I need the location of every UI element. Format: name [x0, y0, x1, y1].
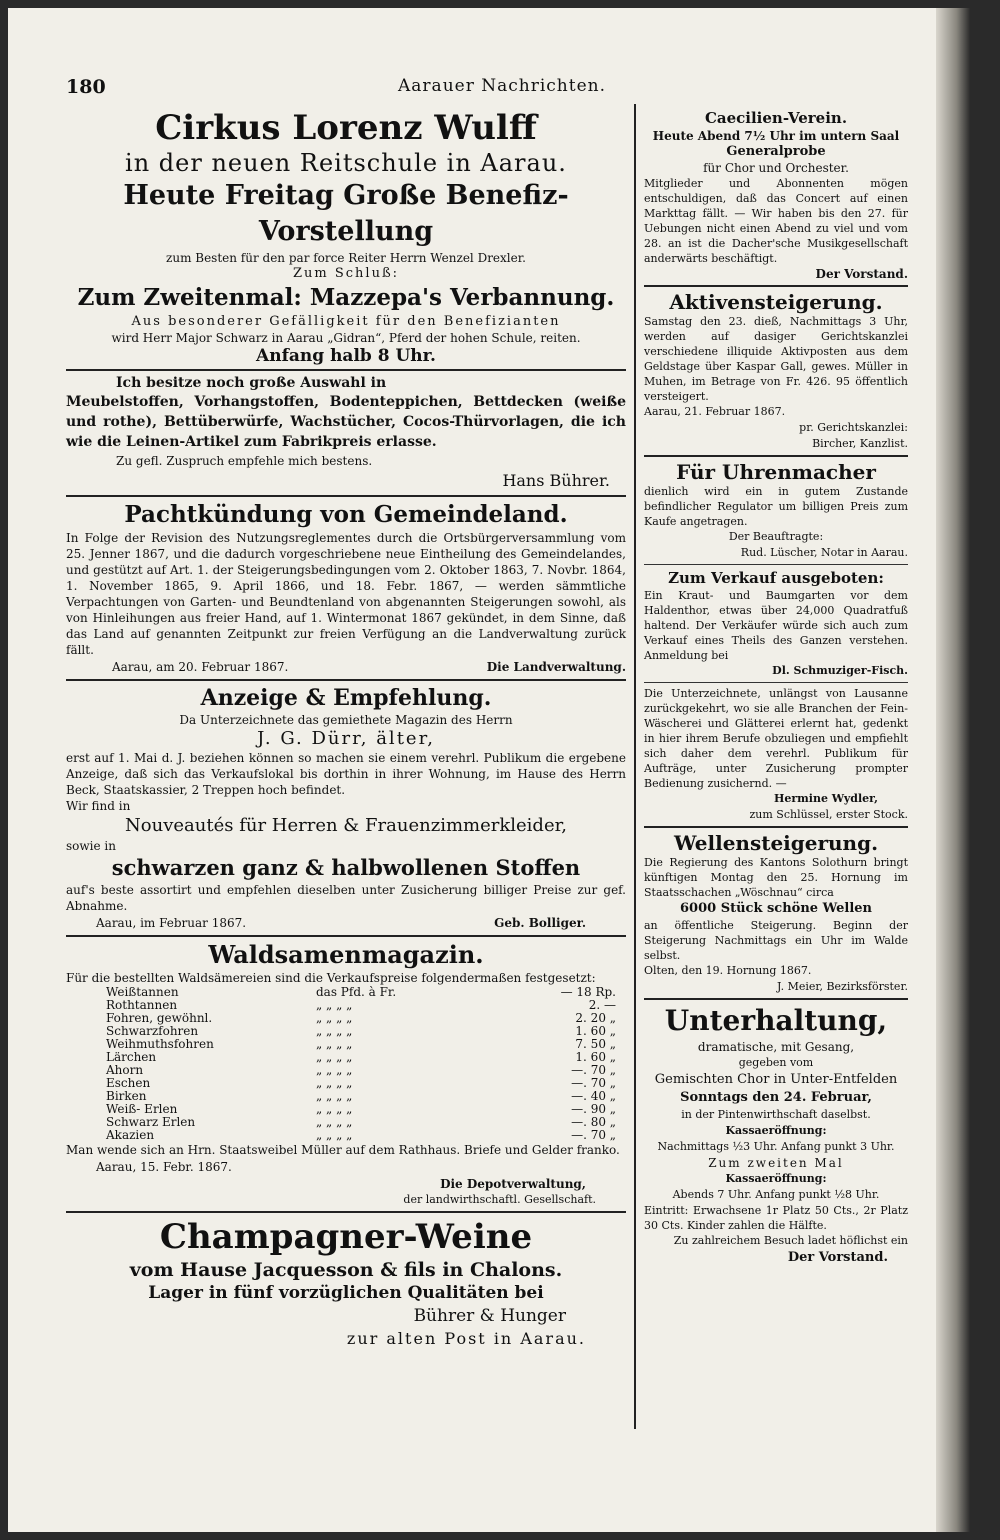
- pacht-body: In Folge der Revision des Nutzungsreglementes durch die Ortsbürgerversammlung vom 25. Jenner 1867, und die dadurch vorgeschriebene neue Eintheilung des Gemeindelandes, und gestützt auf Art. 1. der Steigerungsbedingungen vom 2. Oktober 1863, 7. Novbr. 1864, 1. November 1865, 9. April 1866, und 18. Febr. 1867, — werden sämmtliche Verpachtungen von Garten- und Beundtenland von abgenannten Steigerungen sowohl, als von Hinleihungen aus freier Hand, auf 1. Wintermonat 1867 gekündet, in dem Sinne, daß das Land auf genannten Zeitpunkt zur freien Verfügung an die Landverwaltung zurück fällt.: [66, 531, 626, 657]
- seed-name: Ahorn: [106, 1063, 144, 1077]
- champagne-title: Champagner-Weine: [159, 1217, 533, 1257]
- divider: [644, 998, 908, 1000]
- left-column: [66, 108, 626, 1350]
- seed-price: —. 80 „: [571, 1115, 616, 1129]
- anzeige-name: J. G. Dürr, älter,: [257, 728, 435, 749]
- unterhaltung-l9: Kassaeröffnung:: [725, 1172, 827, 1185]
- unterhaltung-l3: Gemischten Chor in Unter-Entfelden: [654, 1072, 898, 1087]
- seed-name: Weihmuthsfohren: [106, 1037, 214, 1051]
- anzeige-ad: [66, 684, 626, 932]
- caecilien-l2: Generalprobe: [726, 144, 826, 159]
- anzeige-body: erst auf 1. Mai d. J. beziehen können so machen sie einem verehrl. Publikum die ergebene Anzeige, daß sich das Verkaufslokal bis dorthin in ihrer Wohnung, im Hause des Herrn Beck, Staatskassier, 2 Treppen hoch befindet.: [66, 751, 626, 797]
- divider: [66, 935, 626, 937]
- caecilien-body: Mitglieder und Abonnenten mögen entschuldigen, daß das Concert auf einen Markttag fällt. — Wir haben bis den 27. für Uebungen nicht einen Abend zu viel und vom 28. an ist die Dacher'sche Musikgesellschaft anderwärts beschäftigt.: [644, 177, 908, 265]
- unterhaltung-l2: gegeben vom: [738, 1056, 814, 1069]
- aktiven-sig1: pr. Gerichtskanzlei:: [799, 421, 908, 434]
- unit-label: „ „ „ „: [316, 1089, 353, 1103]
- seed-price: — 18 Rp.: [560, 985, 616, 999]
- unterhaltung-title: Unterhaltung,: [664, 1004, 888, 1037]
- unterhaltung-l8: Zum zweiten Mal: [708, 1156, 844, 1170]
- pacht-date: Aarau, am 20. Februar 1867.: [112, 660, 289, 674]
- unterhaltung-l1: dramatische, mit Gesang,: [697, 1040, 855, 1054]
- page-header: [66, 76, 606, 100]
- circus-line4: Aus besonderer Gefälligkeit für den Benefizianten: [131, 314, 561, 329]
- buehrer-signature: Hans Bührer.: [502, 471, 610, 490]
- buehrer-ad: [66, 374, 626, 492]
- wellen-qty: 6000 Stück schöne Wellen: [679, 901, 873, 916]
- wydler-body: Die Unterzeichnete, unlängst von Lausanne zurückgekehrt, wo sie alle Branchen der Fein-Wäscherei und Glätterei erlernt hat, gedenkt in hier ihrem Berufe obzuliegen und empfiehlt sich daher dem verehrl. Publikum für Aufträge, unter Zusicherung prompter Bedienung zusichernd. —: [644, 687, 908, 790]
- caecilien-l1: Heute Abend 7½ Uhr im untern Saal: [652, 129, 900, 143]
- unterhaltung-l6: Kassaeröffnung:: [725, 1124, 827, 1137]
- circus-line3: Zum Zweitenmal: Mazzepa's Verbannung.: [77, 284, 615, 311]
- seed-name: Lärchen: [106, 1050, 157, 1064]
- pacht-signature: Die Landverwaltung.: [486, 660, 626, 674]
- seed-name: Akazien: [106, 1128, 155, 1142]
- aktiven-date: Aarau, 21. Februar 1867.: [644, 405, 786, 418]
- divider: [66, 495, 626, 497]
- anzeige-l6: auf's beste assortirt und empfehlen dieselben unter Zusicherung billiger Preise zur gef. Abnahme.: [66, 883, 626, 913]
- unit-label: „ „ „ „: [316, 1102, 353, 1116]
- uhren-title: Für Uhrenmacher: [676, 460, 876, 484]
- unterhaltung-l12: Zu zahlreichem Besuch ladet höflichst ein: [673, 1234, 908, 1247]
- divider: [644, 564, 908, 565]
- seed-price: 2. —: [588, 998, 616, 1012]
- caecilien-signature: Der Vorstand.: [815, 267, 908, 281]
- champagne-l4: zur alten Post in Aarau.: [346, 1329, 586, 1348]
- wald-intro: Für die bestellten Waldsämereien sind die Verkaufspreise folgendermaßen festgesetzt:: [66, 971, 596, 985]
- newspaper-page: [8, 8, 970, 1532]
- pacht-ad: [66, 500, 626, 676]
- unterhaltung-ad: [644, 1003, 908, 1267]
- unterhaltung-signature: Der Vorstand.: [787, 1250, 888, 1265]
- seed-name: Eschen: [106, 1076, 151, 1090]
- anzeige-l1: Da Unterzeichnete das gemiethete Magazin des Herrn: [179, 713, 513, 727]
- seed-name: Schwarzfohren: [106, 1024, 199, 1038]
- champagne-l1: vom Hause Jacquesson & fils in Chalons.: [129, 1259, 563, 1281]
- uhren-body: dienlich wird ein in gutem Zustande befindlicher Regulator um billigen Preis zum Kaufe angetragen.: [644, 485, 908, 528]
- verkauf-signature: Dl. Schmuziger-Fisch.: [772, 664, 908, 677]
- wellen-body: Die Regierung des Kantons Solothurn bringt künftigen Montag den 25. Hornung im Staatsschachen „Wöschnau“ circa: [644, 856, 908, 899]
- unit-label: „ „ „ „: [316, 1063, 353, 1077]
- wydler-sig1: Hermine Wydler,: [773, 792, 878, 805]
- wydler-ad: [644, 686, 908, 823]
- aktiven-title: Aktivensteigerung.: [669, 290, 883, 314]
- wald-price-list: [66, 986, 626, 1142]
- unterhaltung-l7: Nachmittags ½3 Uhr. Anfang punkt 3 Uhr.: [657, 1140, 895, 1153]
- wald-title: Waldsamenmagazin.: [208, 940, 484, 969]
- divider: [644, 682, 908, 683]
- unterhaltung-l4: Sonntags den 24. Februar,: [680, 1090, 872, 1105]
- anzeige-l4: sowie in: [66, 839, 116, 853]
- wald-sig1: Die Depotverwaltung,: [440, 1177, 586, 1191]
- divider: [66, 679, 626, 681]
- champagne-l3: Bührer & Hunger: [413, 1306, 566, 1326]
- seed-name: Weißtannen: [106, 985, 179, 999]
- divider: [66, 369, 626, 371]
- wald-sig2: der landwirthschaftl. Gesellschaft.: [403, 1193, 596, 1206]
- anzeige-l3: Nouveautés für Herren & Frauenzimmerkleider,: [125, 815, 567, 836]
- aktiven-ad: [644, 290, 908, 452]
- seed-price: —. 40 „: [571, 1089, 616, 1103]
- champagne-ad: [66, 1216, 626, 1350]
- caecilien-title: Caecilien-Verein.: [704, 109, 848, 127]
- column-divider: [634, 104, 636, 1429]
- wellen-date: Olten, den 19. Hornung 1867.: [644, 964, 812, 977]
- divider: [66, 1211, 626, 1213]
- running-title: Aarauer Nachrichten.: [398, 76, 606, 96]
- buehrer-p3: Zu gefl. Zuspruch empfehle mich bestens.: [116, 454, 373, 468]
- buehrer-p1: Ich besitze noch große Auswahl in: [116, 375, 387, 391]
- anzeige-signature: Geb. Bolliger.: [494, 916, 586, 930]
- unit-label: „ „ „ „: [316, 1115, 353, 1129]
- seed-name: Rothtannen: [106, 998, 178, 1012]
- verkauf-title: Zum Verkauf ausgeboten:: [668, 569, 884, 587]
- divider: [644, 455, 908, 457]
- anzeige-l2: Wir find in: [66, 799, 131, 813]
- wellen-body2: an öffentliche Steigerung. Beginn der Steigerung Nachmittags ein Uhr im Walde selbst.: [644, 919, 908, 962]
- aktiven-body: Samstag den 23. dieß, Nachmittags 3 Uhr, werden auf dasiger Gerichtskanzlei verschiedene illiquide Aktivposten aus dem Geldstage über Kaspar Gall, gewes. Müller in Muhen, im Betrage von Fr. 426. 95 öffentlich versteigert.: [644, 315, 908, 403]
- uhren-signature: Rud. Lüscher, Notar in Aarau.: [740, 546, 908, 559]
- circus-line2: Zum Schluß:: [292, 266, 400, 281]
- unterhaltung-l5: in der Pintenwirthschaft daselbst.: [681, 1108, 871, 1121]
- wellen-ad: [644, 831, 908, 995]
- seed-name: Schwarz Erlen: [106, 1115, 196, 1129]
- seed-price: —. 70 „: [571, 1063, 616, 1077]
- pacht-title: Pachtkündung von Gemeindeland.: [124, 501, 568, 528]
- unit-label: „ „ „ „: [316, 1076, 353, 1090]
- seed-price: —. 70 „: [571, 1128, 616, 1142]
- verkauf-body: Ein Kraut- und Baumgarten vor dem Haldenthor, etwas über 24,000 Quadratfuß haltend. Der Verkäufer würde sich auch zum Verkauf eines Theils des Ganzen verstehen. Anmeldung bei: [644, 589, 908, 662]
- circus-title: Cirkus Lorenz Wulff: [155, 108, 537, 148]
- circus-subtitle: in der neuen Reitschule in Aarau.: [125, 149, 567, 177]
- right-column: [644, 108, 908, 1267]
- champagne-l2: Lager in fünf vorzüglichen Qualitäten bei: [148, 1283, 544, 1303]
- anzeige-l5: schwarzen ganz & halbwollenen Stoffen: [111, 855, 581, 880]
- buehrer-p2: Meubelstoffen, Vorhangstoffen, Bodenteppichen, Bettdecken (weiße und rothe), Bettüberwürfe, Wachstücher, Cocos-Thürvorlagen, die ich wie die Leinen-Artikel zum Fabrikpreis erlasse.: [66, 394, 626, 450]
- aktiven-sig2: Bircher, Kanzlist.: [812, 437, 908, 450]
- seed-name: Fohren, gewöhnl.: [106, 1011, 213, 1025]
- verkauf-ad: [644, 568, 908, 679]
- seed-price: —. 90 „: [571, 1102, 616, 1116]
- wellen-title: Wellensteigerung.: [673, 831, 879, 855]
- unit-label: „ „ „ „: [316, 1037, 353, 1051]
- seed-price: 1. 60 „: [575, 1050, 616, 1064]
- anzeige-date: Aarau, im Februar 1867.: [96, 916, 247, 930]
- anzeige-title: Anzeige & Empfehlung.: [200, 685, 492, 711]
- wald-ad: [66, 940, 626, 1208]
- wald-date: Aarau, 15. Febr. 1867.: [96, 1160, 232, 1174]
- divider: [644, 826, 908, 828]
- seed-name: Birken: [106, 1089, 147, 1103]
- unit-label: „ „ „ „: [316, 1011, 353, 1025]
- circus-line6: Anfang halb 8 Uhr.: [256, 346, 436, 366]
- divider: [644, 285, 908, 287]
- circus-line5: wird Herr Major Schwarz in Aarau „Gidran“, Pferd der hohen Schule, reiten.: [111, 331, 581, 345]
- seed-name: Weiß- Erlen: [106, 1102, 178, 1116]
- uhren-ad: [644, 460, 908, 561]
- caecilien-ad: [644, 108, 908, 282]
- unterhaltung-l10: Abends 7 Uhr. Anfang punkt ½8 Uhr.: [672, 1188, 880, 1201]
- caecilien-l3: für Chor und Orchester.: [703, 161, 849, 175]
- unit-label: „ „ „ „: [316, 1128, 353, 1142]
- wald-footer: Man wende sich an Hrn. Staatsweibel Müller auf dem Rathhaus. Briefe und Gelder franko.: [66, 1143, 620, 1157]
- seed-price: 1. 60 „: [575, 1024, 616, 1038]
- binding-spine: [936, 8, 970, 1532]
- price-row: [66, 1129, 626, 1142]
- seed-price: 2. 20 „: [575, 1011, 616, 1025]
- wellen-signature: J. Meier, Bezirksförster.: [777, 980, 908, 993]
- unit-label: „ „ „ „: [316, 998, 353, 1012]
- seed-price: 7. 50 „: [575, 1037, 616, 1051]
- unit-label: das Pfd. à Fr.: [316, 985, 397, 999]
- circus-line1: zum Besten für den par force Reiter Herrn Wenzel Drexler.: [166, 251, 526, 265]
- page-number: 180: [66, 76, 106, 98]
- wydler-sig2: zum Schlüssel, erster Stock.: [749, 808, 908, 821]
- unit-label: „ „ „ „: [316, 1024, 353, 1038]
- circus-headline: Heute Freitag Große Benefiz-Vorstellung: [123, 180, 569, 247]
- uhren-l1: Der Beauftragte:: [728, 530, 824, 543]
- seed-price: —. 70 „: [571, 1076, 616, 1090]
- unterhaltung-l11: Eintritt: Erwachsene 1r Platz 50 Cts., 2r Platz 30 Cts. Kinder zahlen die Hälfte.: [644, 1204, 908, 1232]
- unit-label: „ „ „ „: [316, 1050, 353, 1064]
- circus-ad: [66, 108, 626, 366]
